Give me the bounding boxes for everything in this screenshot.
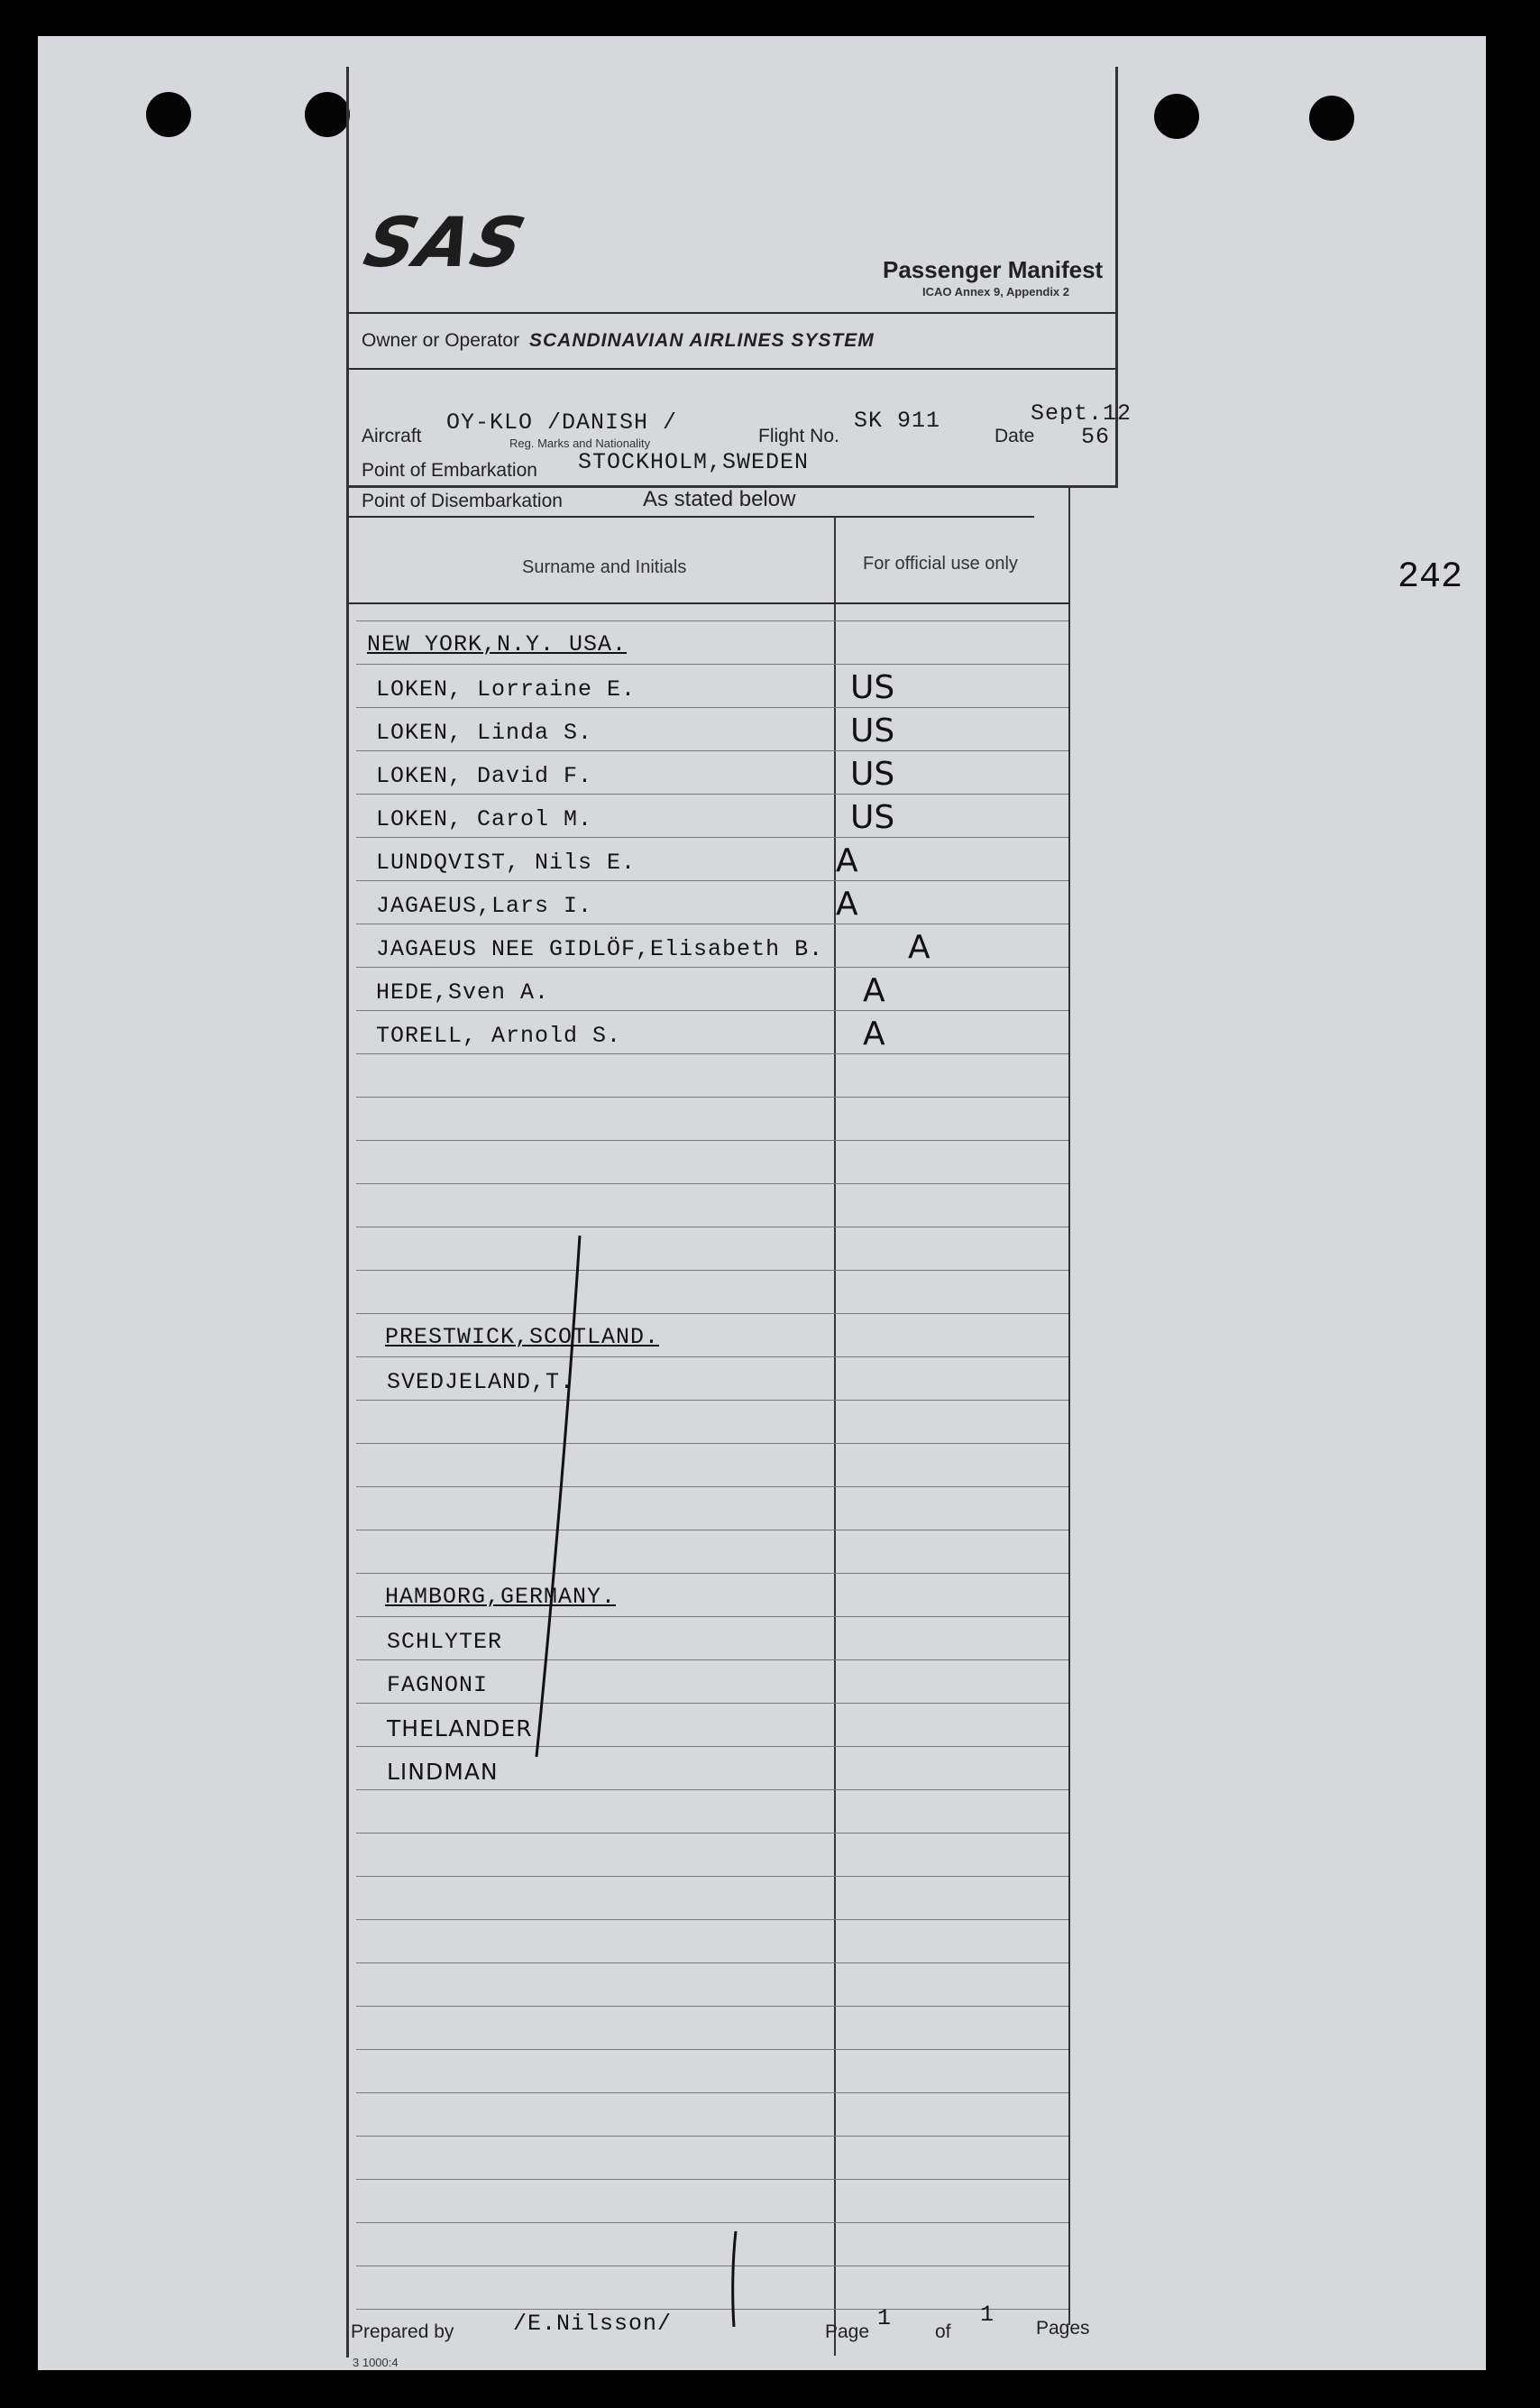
aircraft-label: Aircraft — [362, 426, 422, 446]
sas-logo: SAS — [356, 202, 535, 282]
destination-heading: NEW YORK,N.Y. USA. — [367, 631, 628, 657]
column-header-official: For official use only — [863, 554, 1018, 574]
owner-value: SCANDINAVIAN AIRLINES SYSTEM — [529, 330, 875, 351]
page-label: Page — [825, 2321, 870, 2342]
prepared-by-value: /E.Nilsson/ — [513, 2311, 673, 2337]
column-header-name: Surname and Initials — [522, 557, 687, 577]
embarkation-value: STOCKHOLM,SWEDEN — [578, 449, 810, 475]
official-mark: US — [850, 756, 895, 793]
document-page — [38, 36, 1486, 2370]
official-mark: US — [850, 712, 895, 749]
official-mark: A — [863, 972, 885, 1009]
passenger-name: FAGNONI — [387, 1672, 489, 1698]
official-mark: US — [850, 799, 895, 836]
aircraft-sublabel: Reg. Marks and Nationality — [509, 437, 651, 450]
passenger-name: SCHLYTER — [387, 1629, 503, 1655]
official-mark: A — [863, 1016, 885, 1052]
disembarkation-value: As stated below — [643, 487, 796, 511]
destination-heading: PRESTWICK,SCOTLAND. — [385, 1324, 660, 1350]
manifest-subtitle: ICAO Annex 9, Appendix 2 — [922, 285, 1070, 299]
prepared-by-label: Prepared by — [351, 2321, 454, 2342]
official-mark: A — [836, 886, 858, 923]
date-year: 56 — [1081, 424, 1111, 450]
passenger-name: LOKEN, Lorraine E. — [376, 676, 637, 703]
passenger-name: HEDE,Sven A. — [376, 979, 550, 1006]
destination-heading: HAMBORG,GERMANY. — [385, 1584, 617, 1610]
passenger-name: LOKEN, Carol M. — [376, 806, 593, 832]
date-value: Sept.12 — [1031, 400, 1132, 427]
passenger-name: LOKEN, David F. — [376, 763, 593, 789]
official-mark: A — [908, 929, 930, 966]
of-label: of — [935, 2321, 951, 2342]
page-value: 1 — [877, 2305, 893, 2331]
date-label: Date — [995, 426, 1035, 446]
disembarkation-label: Point of Disembarkation — [362, 491, 563, 511]
passenger-name: THELANDER — [387, 1715, 533, 1742]
passenger-name: JAGAEUS,Lars I. — [376, 893, 593, 919]
manifest-title: Passenger Manifest — [883, 256, 1104, 283]
pages-label: Pages — [1036, 2318, 1090, 2339]
of-value: 1 — [980, 2302, 995, 2328]
page-number: 242 — [1398, 557, 1463, 598]
flight-label: Flight No. — [758, 426, 839, 446]
handwritten-strike-line — [38, 36, 1486, 2370]
embarkation-label: Point of Embarkation — [362, 460, 537, 481]
official-mark: A — [836, 842, 858, 879]
passenger-name: SVEDJELAND,T. — [387, 1369, 575, 1395]
aircraft-value: OY-KLO /DANISH / — [446, 409, 678, 436]
passenger-name: LUNDQVIST, Nils E. — [376, 850, 637, 876]
passenger-name: LINDMAN — [387, 1759, 499, 1785]
passenger-name: JAGAEUS NEE GIDLÖF,Elisabeth B. — [376, 936, 824, 962]
official-mark: US — [850, 669, 895, 706]
passenger-name: LOKEN, Linda S. — [376, 720, 593, 746]
flight-value: SK 911 — [854, 408, 941, 434]
owner-label: Owner or Operator — [362, 330, 520, 351]
passenger-name: TORELL, Arnold S. — [376, 1023, 622, 1049]
form-code: 3 1000:4 — [353, 2356, 399, 2369]
